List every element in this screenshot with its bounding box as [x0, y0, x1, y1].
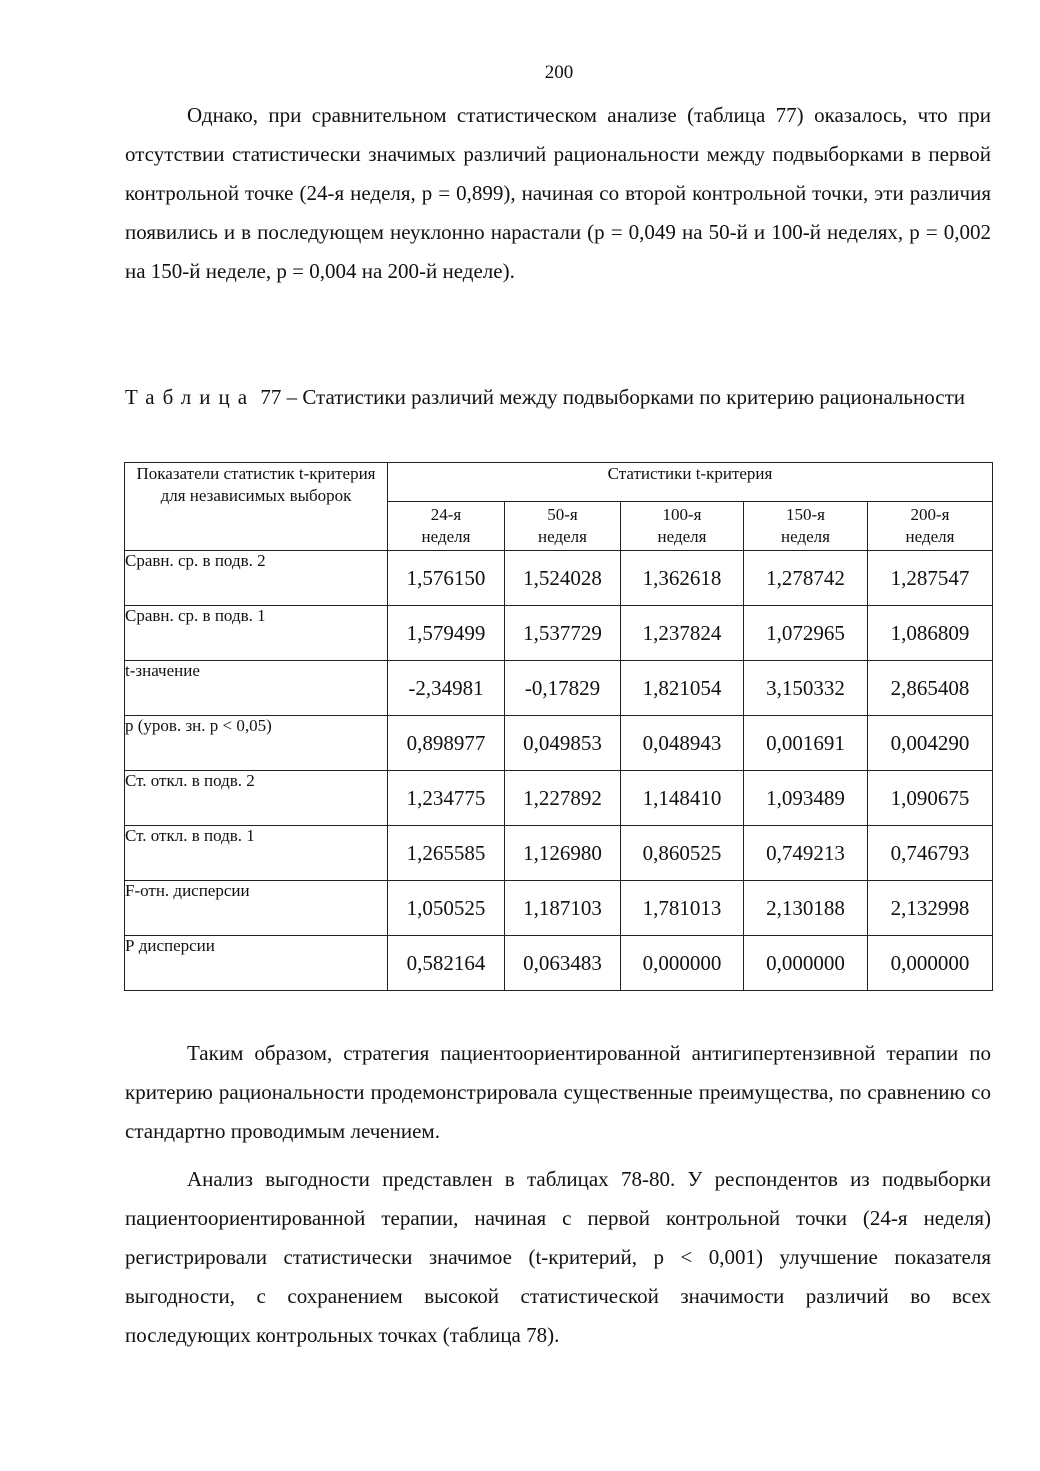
- column-header-week-label: неделя: [781, 527, 830, 546]
- column-header-week-number: 100-я: [662, 505, 702, 524]
- column-header-week: [388, 502, 505, 551]
- row-label: t-значение: [125, 661, 388, 716]
- row-label: р (уров. зн. р < 0,05): [125, 716, 388, 771]
- table-cell: 0,048943: [621, 716, 744, 771]
- column-header-week: [621, 502, 744, 551]
- table-cell: 2,130188: [744, 881, 868, 936]
- table-cell: 1,072965: [744, 606, 868, 661]
- table-cell: -2,34981: [388, 661, 505, 716]
- column-header-week-label: неделя: [538, 527, 587, 546]
- table-cell: 1,093489: [744, 771, 868, 826]
- table-cell: 0,749213: [744, 826, 868, 881]
- table-cell: 1,237824: [621, 606, 744, 661]
- table-row: [125, 826, 993, 881]
- table-cell: 0,000000: [744, 936, 868, 991]
- table-row: [125, 716, 993, 771]
- table-row: [125, 936, 993, 991]
- table-cell: 1,537729: [505, 606, 621, 661]
- table-cell: 1,265585: [388, 826, 505, 881]
- table-cell: 2,132998: [868, 881, 993, 936]
- table-cell: 1,086809: [868, 606, 993, 661]
- group-header: Статистики t-критерия: [388, 463, 993, 502]
- table-cell: 1,821054: [621, 661, 744, 716]
- table-cell: 0,000000: [621, 936, 744, 991]
- table-cell: 0,049853: [505, 716, 621, 771]
- table-cell: 1,576150: [388, 551, 505, 606]
- table-cell: 1,234775: [388, 771, 505, 826]
- table-cell: 1,227892: [505, 771, 621, 826]
- table-cell: 3,150332: [744, 661, 868, 716]
- table-cell: 1,362618: [621, 551, 744, 606]
- column-header-week: [868, 502, 993, 551]
- table-cell: 0,860525: [621, 826, 744, 881]
- table-cell: 1,090675: [868, 771, 993, 826]
- table-cell: 0,746793: [868, 826, 993, 881]
- table-cell: 1,187103: [505, 881, 621, 936]
- table-cell: 0,001691: [744, 716, 868, 771]
- table-row: [125, 606, 993, 661]
- row-label: Сравн. ср. в подв. 1: [125, 606, 388, 661]
- table-cell: 0,000000: [868, 936, 993, 991]
- column-header-week-number: 200-я: [910, 505, 950, 524]
- table-row: [125, 771, 993, 826]
- table-cell: 1,287547: [868, 551, 993, 606]
- statistics-table: [124, 462, 993, 991]
- column-header-week-number: 24-я: [430, 505, 462, 524]
- corner-header: Показатели статистик t-критерия для независимых выборок: [125, 463, 388, 551]
- row-label: Ст. откл. в подв. 2: [125, 771, 388, 826]
- row-label: Р дисперсии: [125, 936, 388, 991]
- table-cell: 1,148410: [621, 771, 744, 826]
- paragraph-1: Однако, при сравнительном статистическом анализе (таблица 77) оказалось, что при отсутствии статистически значимых различий рациональности между подвыборками в первой контрольной точке (24-я неделя, р = 0,899), начиная со второй контрольной точки, эти различия появились и в последующем неуклонно нарастали (р = 0,049 на 50-й и 100-й неделях, р = 0,002 на 150-й неделе, р = 0,004 на 200-й неделе).: [125, 103, 991, 283]
- table-cell: -0,17829: [505, 661, 621, 716]
- table-cell: 1,781013: [621, 881, 744, 936]
- column-header-week-label: неделя: [657, 527, 707, 546]
- table-caption-label: Таблица: [125, 385, 256, 409]
- paragraph-3: Анализ выгодности представлен в таблицах 78-80. У респондентов из подвыборки пациентоориентированной терапии, начиная с первой контрольной точки (24-я неделя) регистрировали статистически значимое (t-критерий, р < 0,001) улучшение показателя выгодности, с сохранением высокой статистической значимости различий во всех последующих контрольных точках (таблица 78).: [125, 1167, 991, 1347]
- column-header-week-number: 150-я: [786, 505, 825, 524]
- table-row: [125, 551, 993, 606]
- table-cell: 0,063483: [505, 936, 621, 991]
- row-label: F-отн. дисперсии: [125, 881, 388, 936]
- table-cell: 0,898977: [388, 716, 505, 771]
- column-header-week: [505, 502, 621, 551]
- row-label: Ст. откл. в подв. 1: [125, 826, 388, 881]
- column-header-week-label: неделя: [421, 527, 471, 546]
- column-header-week: [744, 502, 868, 551]
- page-number: 200: [544, 62, 574, 83]
- table-row: [125, 661, 993, 716]
- table-cell: 1,524028: [505, 551, 621, 606]
- table-cell: 1,050525: [388, 881, 505, 936]
- table-cell: 0,004290: [868, 716, 993, 771]
- table-cell: 1,278742: [744, 551, 868, 606]
- table-caption-text: 77 – Статистики различий между подвыборками по критерию рациональности: [255, 385, 965, 409]
- paragraph-2: Таким образом, стратегия пациентоориентированной антигипертензивной терапии по критерию рациональности продемонстрировала существенные преимущества, по сравнению со стандартно проводимым лечением.: [125, 1041, 991, 1143]
- table-cell: 1,126980: [505, 826, 621, 881]
- column-header-week-number: 50-я: [547, 505, 578, 524]
- column-header-week-label: неделя: [905, 527, 955, 546]
- row-label: Сравн. ср. в подв. 2: [125, 551, 388, 606]
- table-cell: 2,865408: [868, 661, 993, 716]
- table-row: [125, 881, 993, 936]
- table-cell: 1,579499: [388, 606, 505, 661]
- table-caption: [125, 376, 991, 418]
- table-cell: 0,582164: [388, 936, 505, 991]
